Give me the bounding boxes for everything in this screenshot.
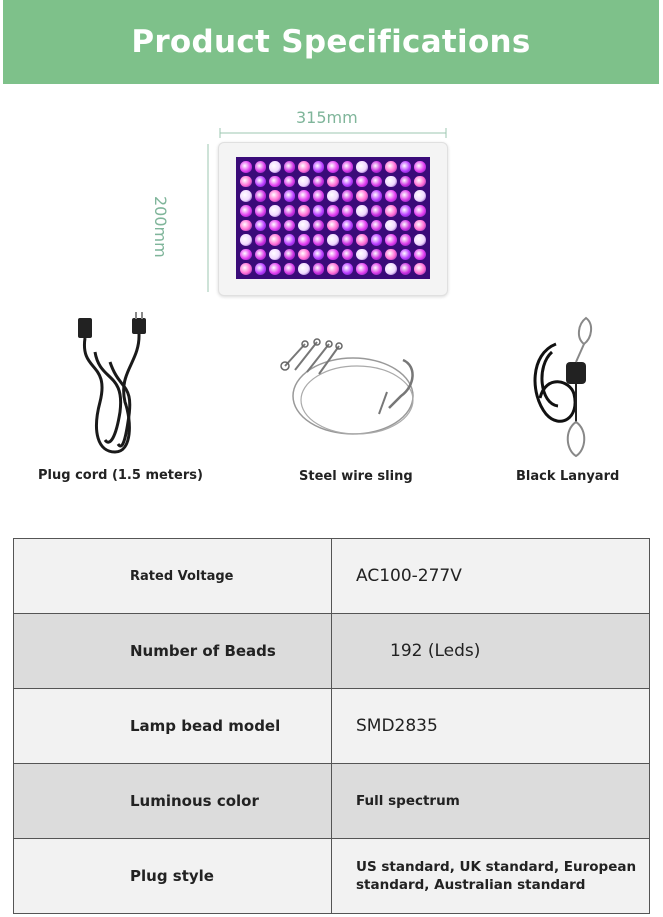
led-bead [269,220,281,232]
table-row [14,539,650,614]
width-label: 315mm [296,108,358,127]
led-bead [356,263,368,275]
spec-value: AC100-277V [332,539,650,614]
led-bead [327,234,339,246]
height-dimension-line [201,142,215,294]
led-bead [269,249,281,261]
led-bead [371,176,383,188]
led-bead [269,263,281,275]
led-bead [400,263,412,275]
led-bead [313,263,325,275]
accessory-label-plug-cord: Plug cord (1.5 meters) [38,468,203,483]
spec-label: Number of Beads [14,614,332,689]
led-bead [414,176,426,188]
led-bead [414,190,426,202]
led-bead [284,263,296,275]
spec-label: Plug style [14,839,332,914]
led-bead [255,176,267,188]
led-bead [240,190,252,202]
led-bead [342,249,354,261]
led-bead [342,234,354,246]
led-bead [313,176,325,188]
led-bead [255,234,267,246]
led-bead [385,249,397,261]
led-bead [298,176,310,188]
led-bead [298,190,310,202]
led-bead [284,234,296,246]
led-bead [327,190,339,202]
table-row [14,839,650,914]
accessory-label-lanyard: Black Lanyard [516,469,620,484]
led-bead [269,205,281,217]
led-bead [356,249,368,261]
led-bead [400,176,412,188]
led-bead [255,205,267,217]
led-bead [313,161,325,173]
led-bead [269,161,281,173]
led-bead [356,161,368,173]
led-bead [385,220,397,232]
spec-label: Lamp bead model [14,689,332,764]
led-bead [385,205,397,217]
led-bead [327,205,339,217]
led-bead [356,220,368,232]
led-bead [371,263,383,275]
led-bead [255,249,267,261]
led-bead [414,234,426,246]
led-bead [342,176,354,188]
led-bead [400,161,412,173]
led-bead [240,205,252,217]
led-bead [240,161,252,173]
table-row [14,614,650,689]
led-bead [255,161,267,173]
lanyard-icon [526,314,606,464]
led-bead [327,220,339,232]
led-bead [385,234,397,246]
page-title: Product Specifications [131,24,531,60]
led-bead [414,205,426,217]
led-bead [371,161,383,173]
led-bead [327,176,339,188]
led-bead [298,249,310,261]
led-bead [269,234,281,246]
led-bead [298,161,310,173]
grow-light-panel [218,142,448,296]
led-bead [385,161,397,173]
led-bead [298,205,310,217]
led-bead [269,176,281,188]
led-bead [342,220,354,232]
led-bead [400,205,412,217]
led-bead [240,234,252,246]
led-bead [327,249,339,261]
led-bead [400,190,412,202]
spec-value: US standard, UK standard, European standard, Australian standard [332,839,650,914]
led-bead [414,161,426,173]
led-bead [240,263,252,275]
led-bead [240,220,252,232]
spec-value: Full spectrum [332,764,650,839]
accessory-label-wire-sling: Steel wire sling [299,469,413,484]
power-cord-icon [70,312,160,462]
led-bead [414,263,426,275]
led-bead [414,220,426,232]
led-bead [356,205,368,217]
header-banner [3,0,659,84]
led-bead [240,176,252,188]
led-bead [284,176,296,188]
spec-value: SMD2835 [332,689,650,764]
led-bead [385,263,397,275]
led-bead [298,263,310,275]
led-bead [400,249,412,261]
led-bead [371,190,383,202]
led-bead [342,263,354,275]
led-bead [298,234,310,246]
led-bead [240,249,252,261]
height-label: 200mm [151,196,170,258]
led-bead [342,190,354,202]
led-bead [327,161,339,173]
led-bead [414,249,426,261]
led-bead [313,249,325,261]
led-bead [284,161,296,173]
led-bead [356,234,368,246]
led-bead [371,234,383,246]
led-bead [313,190,325,202]
led-bead [269,190,281,202]
wire-sling-icon [275,336,425,446]
led-bead [400,220,412,232]
led-bead [356,190,368,202]
led-bead [371,220,383,232]
table-row [14,764,650,839]
led-bead [284,220,296,232]
led-bead [255,263,267,275]
led-bead [342,205,354,217]
spec-value: 192 (Leds) [332,614,650,689]
led-bead [284,205,296,217]
led-bead [371,205,383,217]
spec-label: Rated Voltage [14,539,332,614]
led-bead [313,234,325,246]
table-row [14,689,650,764]
led-board [236,157,430,279]
led-bead [356,176,368,188]
led-bead [313,205,325,217]
width-dimension-line [218,126,448,140]
led-bead [284,190,296,202]
led-bead [284,249,296,261]
spec-label: Luminous color [14,764,332,839]
led-bead [400,234,412,246]
led-bead [385,176,397,188]
led-bead [342,161,354,173]
led-bead [298,220,310,232]
led-bead [255,190,267,202]
spec-table [13,538,650,914]
led-bead [385,190,397,202]
led-bead [327,263,339,275]
led-bead [371,249,383,261]
led-bead [255,220,267,232]
led-bead [313,220,325,232]
